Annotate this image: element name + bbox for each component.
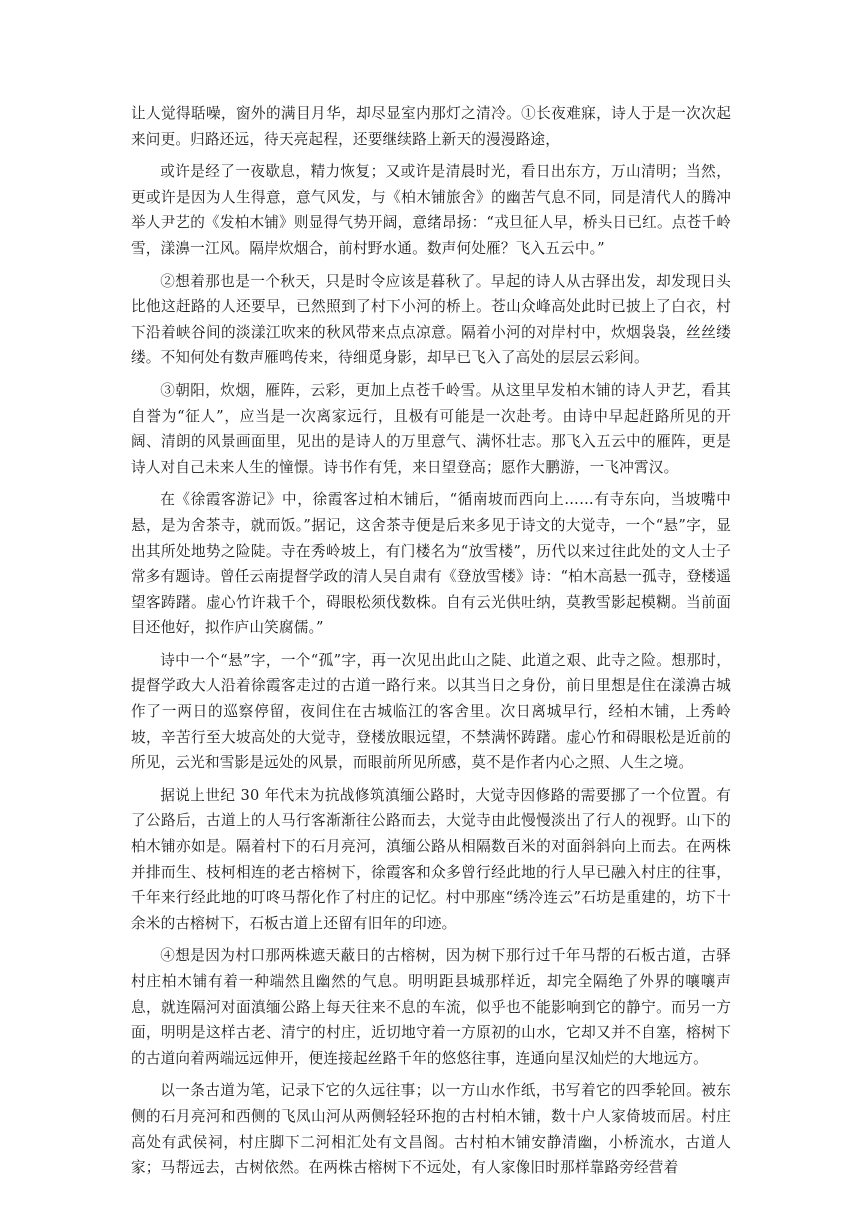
paragraph-5: 在《徐霞客游记》中，徐霞客过柏木铺后，“循南坡而西向上……有寺东向，当坡嘴中悬，是为舍茶寺，就而饭。”据记，这舍茶寺便是后来多见于诗文的大觉寺，一个“悬”字，显出其所处地势之险陡。寺在秀岭坡上，有门楼名为“放雪楼”，历代以来过往此处的文人士子常多有题诗。曾任云南提督学政的清人吴自肃有《登放雪楼》诗：“柏木高悬一孤寺，登楼遥望客踌躇。虚心竹许栽千个，碍眼松须伐数株。自有云光供吐纳，莫教雪影起模糊。当前面目还他好，拟作庐山笑腐儒。”	[131, 491, 731, 637]
paragraph-7: 据说上世纪 30 年代末为抗战修筑滇缅公路时，大觉寺因修路的需要挪了一个位置。有了公路后，古道上的人马行客渐渐往公路而去，大觉寺由此慢慢淡出了行人的视野。山下的柏木铺亦如是。隔着村下的石月亮河，滇缅公路从相隔数百米的对面斜斜向上而去。在两株并排而生、枝柯相连的老古榕树下，徐霞客和众多曾行经此地的行人早已融入村庄的往事，千年来行经此地的叮咚马帮化作了村庄的记忆。村中那座“绣冷连云”石坊是重建的，坊下十余米的古榕树下，石板古道上还留有旧年的印迹。	[131, 786, 731, 932]
paragraph-9: 以一条古道为笔，记录下它的久远往事；以一方山水作纸，书写着它的四季轮回。被东侧的石月亮河和西侧的飞凤山河从两侧轻轻环抱的古村柏木铺，数十户人家倚坡而居。村庄高处有武侯祠，村庄脚下二河相汇处有文昌阁。古村柏木铺安静清幽，小桥流水，古道人家；马帮远去，古树依然。在两株古榕树下不远处，有人家像旧时那样靠路旁经营着	[131, 1082, 731, 1177]
paragraph-1: 让人觉得聒噪，窗外的满目月华，却尽显室内那灯之清冷。①长夜难寐，诗人于是一次次起来问更。归路还远，待天亮起程，还要继续路上新天的漫漫路途，	[131, 105, 731, 148]
paragraph-3: ②想着那也是一个秋天，只是时令应该是暮秋了。早起的诗人从古驿出发，却发现日头比他这赶路的人还要早，已然照到了村下小河的桥上。苍山众峰高处此时已披上了白衣，村下沿着峡谷间的淡漾江吹来的秋风带来点点凉意。隔着小河的对岸村中，炊烟袅袅，丝丝缕缕。不知何处有数声雁鸣传来，待细觅身影，却早已飞入了高处的层层云彩间。	[131, 272, 731, 367]
paragraph-4: ③朝阳，炊烟，雁阵，云彩，更加上点苍千岭雪。从这里早发柏木铺的诗人尹艺，看其自誉为“征人”，应当是一次离家远行，且极有可能是一次赴考。由诗中早起赶路所见的开阔、清朗的风景画面里，见出的是诗人的万里意气、满怀壮志。那飞入五云中的雁阵，更是诗人对自己未来人生的憧憬。诗书作有凭，来日望登高；愿作大鹏游，一飞冲霄汉。	[131, 381, 731, 476]
paragraph-8: ④想是因为村口那两株遮天蔽日的古榕树，因为树下那行过千年马帮的石板古道，古驿村庄柏木铺有着一种端然且幽然的气息。明明距县城那样近，却完全隔绝了外界的嚷嚷声息，就连隔河对面滇缅公路上每天往来不息的车流，似乎也不能影响到它的静宁。而另一方面，明明是这样古老、清宁的村庄，近切地守着一方原初的山水，它却又并不自塞，榕树下的古道向着两端远远伸开，便连接起丝路千年的悠悠往事，连通向星汉灿烂的大地远方。	[131, 947, 731, 1067]
paragraph-2: 或许是经了一夜歇息，精力恢复；又或许是清晨时光，看日出东方，万山清明；当然，更或许是因为人生得意，意气风发，与《柏木铺旅舍》的幽苦气息不同，同是清代人的腾冲举人尹艺的《发柏木铺》则显得气势开阔，意绪昂扬：“戎旦征人早，桥头日已红。点苍千岭雪，漾濞一江风。隔岸炊烟合，前村野水通。数声何处雁？飞入五云中。”	[131, 163, 731, 257]
document-page	[131, 101, 731, 1188]
paragraph-6: 诗中一个“悬”字，一个“孤”字，再一次见出此山之陡、此道之艰、此寺之险。想那时，提督学政大人沿着徐霞客走过的古道一路行来。以其当日之身份，前日里想是住在漾濞古城作了一两日的巡察停留，夜间住在古城临江的客舍里。次日离城早行，经柏木铺，上秀岭坡，辛苦行至大坡高处的大觉寺，登楼放眼远望，不禁满怀踌躇。虚心竹和碍眼松是近前的所见，云光和雪影是远处的风景，而眼前所见所感，莫不是作者内心之照、人生之境。	[131, 651, 731, 772]
